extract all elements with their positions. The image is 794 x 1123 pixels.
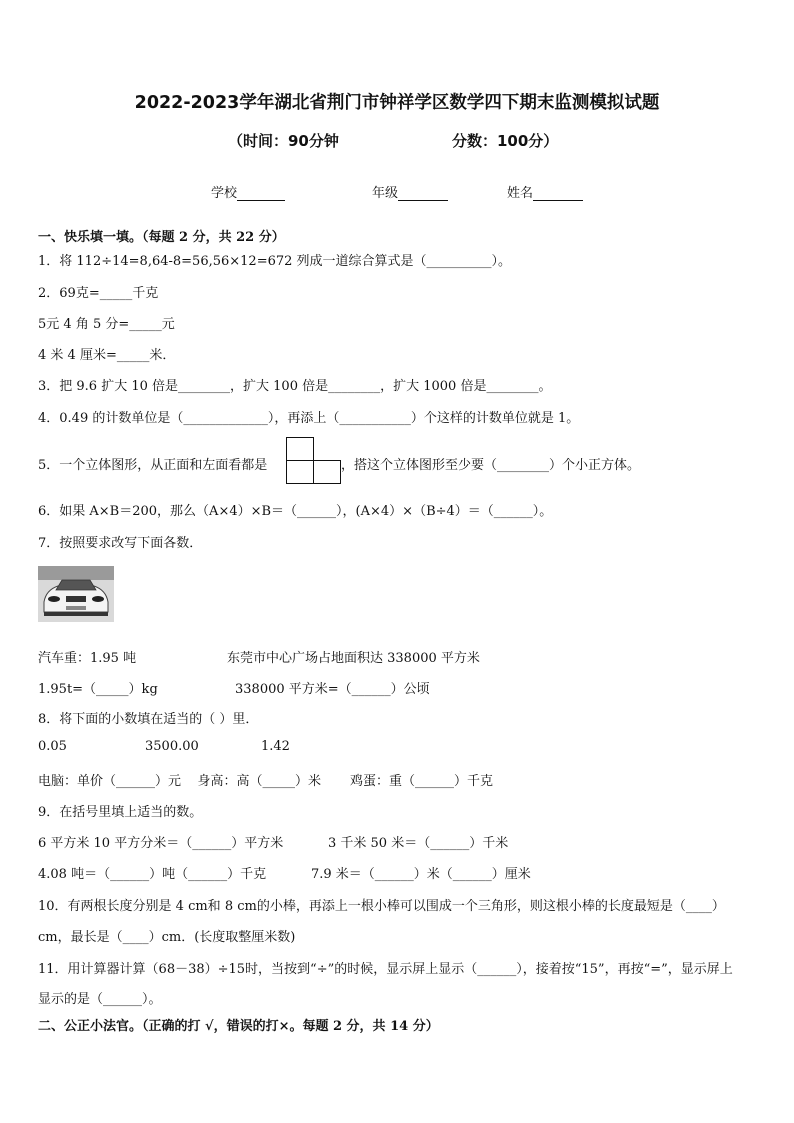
question-10-line1: 10．有两根长度分别是 4 cm和 8 cm的小棒，再添上一根小棒可以围成一个三角形，则这根小棒的长度最短是（____） <box>38 899 725 914</box>
question-2a: 2．69克=_____千克 <box>38 286 159 301</box>
question-5-part2: ，搭这个立体图形至少要（________）个小正方体。 <box>341 458 641 473</box>
grade-field: 年级 <box>372 182 448 201</box>
section-1-heading: 一、快乐填一填。（每题 2 分，共 22 分） <box>38 230 285 245</box>
question-4: 4．0.49 的计数单位是（_____________），再添上（___________）个这样的计数单位就是 1。 <box>38 411 580 426</box>
name-field: 姓名 <box>507 182 583 201</box>
question-3: 3．把 9.6 扩大 10 倍是________，扩大 100 倍是________，扩大 1000 倍是________。 <box>38 379 552 394</box>
conversion-1: 1.95t=（_____）kg <box>38 682 158 697</box>
question-7: 7．按照要求改写下面各数． <box>38 536 203 551</box>
question-10-line2: cm，最长是（____）cm．(长度取整厘米数) <box>38 930 296 945</box>
square-area: 东莞市中心广场占地面积达 338000 平方米 <box>227 651 480 666</box>
question-2b: 5元 4 角 5 分=_____元 <box>38 317 175 332</box>
question-11-line2: 显示的是（______）。 <box>38 992 162 1007</box>
question-8: 8．将下面的小数填在适当的（ ）里． <box>38 712 259 727</box>
question-9a: 6 平方米 10 平方分米＝（______）平方米 <box>38 836 284 851</box>
question-8-items: 电脑：单价（______）元 身高：高（_____）米 鸡蛋：重（______）千克 <box>38 774 493 789</box>
car-photo-icon <box>38 566 114 622</box>
question-5-part1: 5．一个立体图形，从正面和左面看都是 <box>38 458 268 473</box>
question-6: 6．如果 A×B＝200，那么（A×4）×B＝（______），(A×4）×（B÷4）＝（______）。 <box>38 504 553 519</box>
decimal-3: 1.42 <box>261 739 290 754</box>
question-9: 9．在括号里填上适当的数。 <box>38 805 203 820</box>
conversion-2: 338000 平方米=（______）公顷 <box>235 682 430 697</box>
section-2-heading: 二、公正小法官。（正确的打 √，错误的打×。每题 2 分，共 14 分） <box>38 1019 439 1034</box>
question-2c: 4 米 4 厘米=_____米． <box>38 348 176 363</box>
exam-time: （时间：90分钟 <box>228 132 339 150</box>
car-weight: 汽车重：1.95 吨 <box>38 651 137 666</box>
question-1: 1．将 112÷14=8,64-8=56,56×12=672 列成一道综合算式是（__________）。 <box>38 254 512 269</box>
question-9c: 4.08 吨＝（______）吨（______）千克 <box>38 867 267 882</box>
question-9b: 3 千米 50 米＝（______）千米 <box>328 836 509 851</box>
decimal-2: 3500.00 <box>145 739 199 754</box>
question-11-line1: 11．用计算器计算（68－38）÷15时，当按到“÷”的时候，显示屏上显示（______），接着按“15”，再按“=”，显示屏上 <box>38 962 733 977</box>
page-title: 2022-2023学年湖北省荆门市钟祥学区数学四下期末监测模拟试题 <box>134 93 660 113</box>
decimal-1: 0.05 <box>38 739 67 754</box>
question-9d: 7.9 米＝（______）米（______）厘米 <box>311 867 531 882</box>
school-field: 学校 <box>211 182 285 201</box>
exam-score: 分数：100分） <box>452 132 559 150</box>
